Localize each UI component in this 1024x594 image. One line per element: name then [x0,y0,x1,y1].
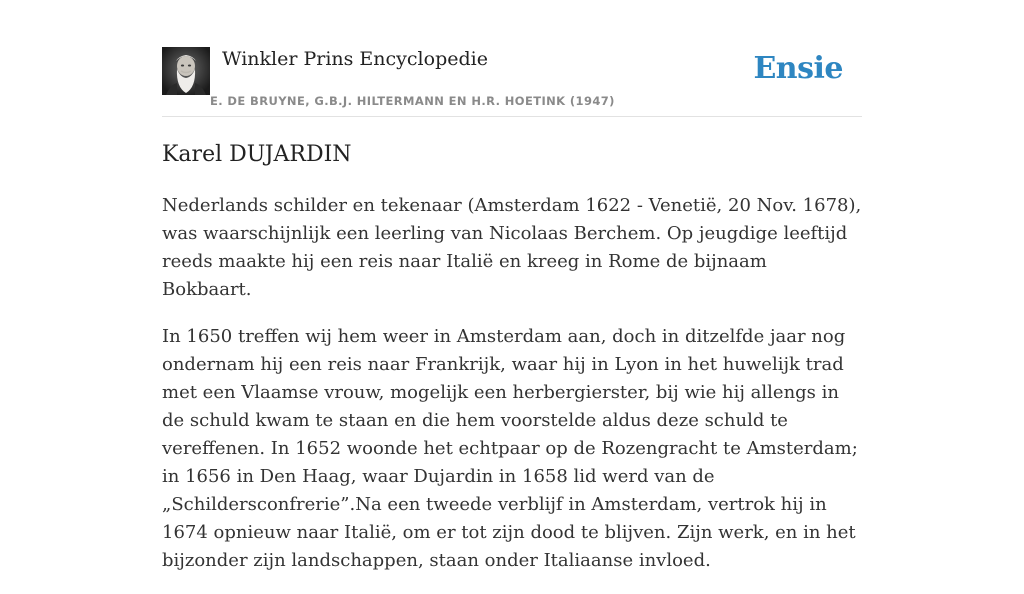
portrait-icon [162,47,210,95]
brand-logo-link[interactable]: Ensie [753,51,843,86]
article-paragraph: Nederlands schilder en tekenaar (Amsterdam 1622 - Venetië, 20 Nov. 1678), was waarschijnlijk een leerling van Nicolaas Berchem. Op jeugdige leeftijd reeds maakte hij een reis naar Italië en kreeg in Rome de bijnaam Bokbaart. [162,195,862,300]
authors-byline: E. DE BRUYNE, G.B.J. HILTERMANN EN H.R. HOETINK (1947) [210,94,615,108]
article-title: Karel DUJARDIN [162,142,352,167]
article-body [162,192,862,594]
article-paragraph: In 1650 treffen wij hem weer in Amsterdam aan, doch in ditzelfde jaar nog ondernam hij een reis naar Frankrijk, waar hij in Lyon in het huwelijk trad met een Vlaamse vrouw, mogelijk een herbergierster, bij wie hij allengs in de schuld kwam te staan en die hem voorstelde aldus deze schuld te vereffenen. In 1652 woonde het echtpaar op de Rozengracht te Amsterdam; in 1656 in Den Haag, waar Dujardin in 1658 lid werd van de „Schildersconfrerie”.Na een tweede verblijf in Amsterdam, vertrok hij in 1674 opnieuw naar Italië, om er tot zijn dood te blijven. Zijn werk, en in het bijzonder zijn landschappen, staan onder Italiaanse invloed. [162,326,858,571]
page [162,0,862,571]
site-header [162,0,862,117]
author-portrait-avatar[interactable] [162,47,210,95]
site-title-link[interactable]: Winkler Prins Encyclopedie [222,48,488,70]
